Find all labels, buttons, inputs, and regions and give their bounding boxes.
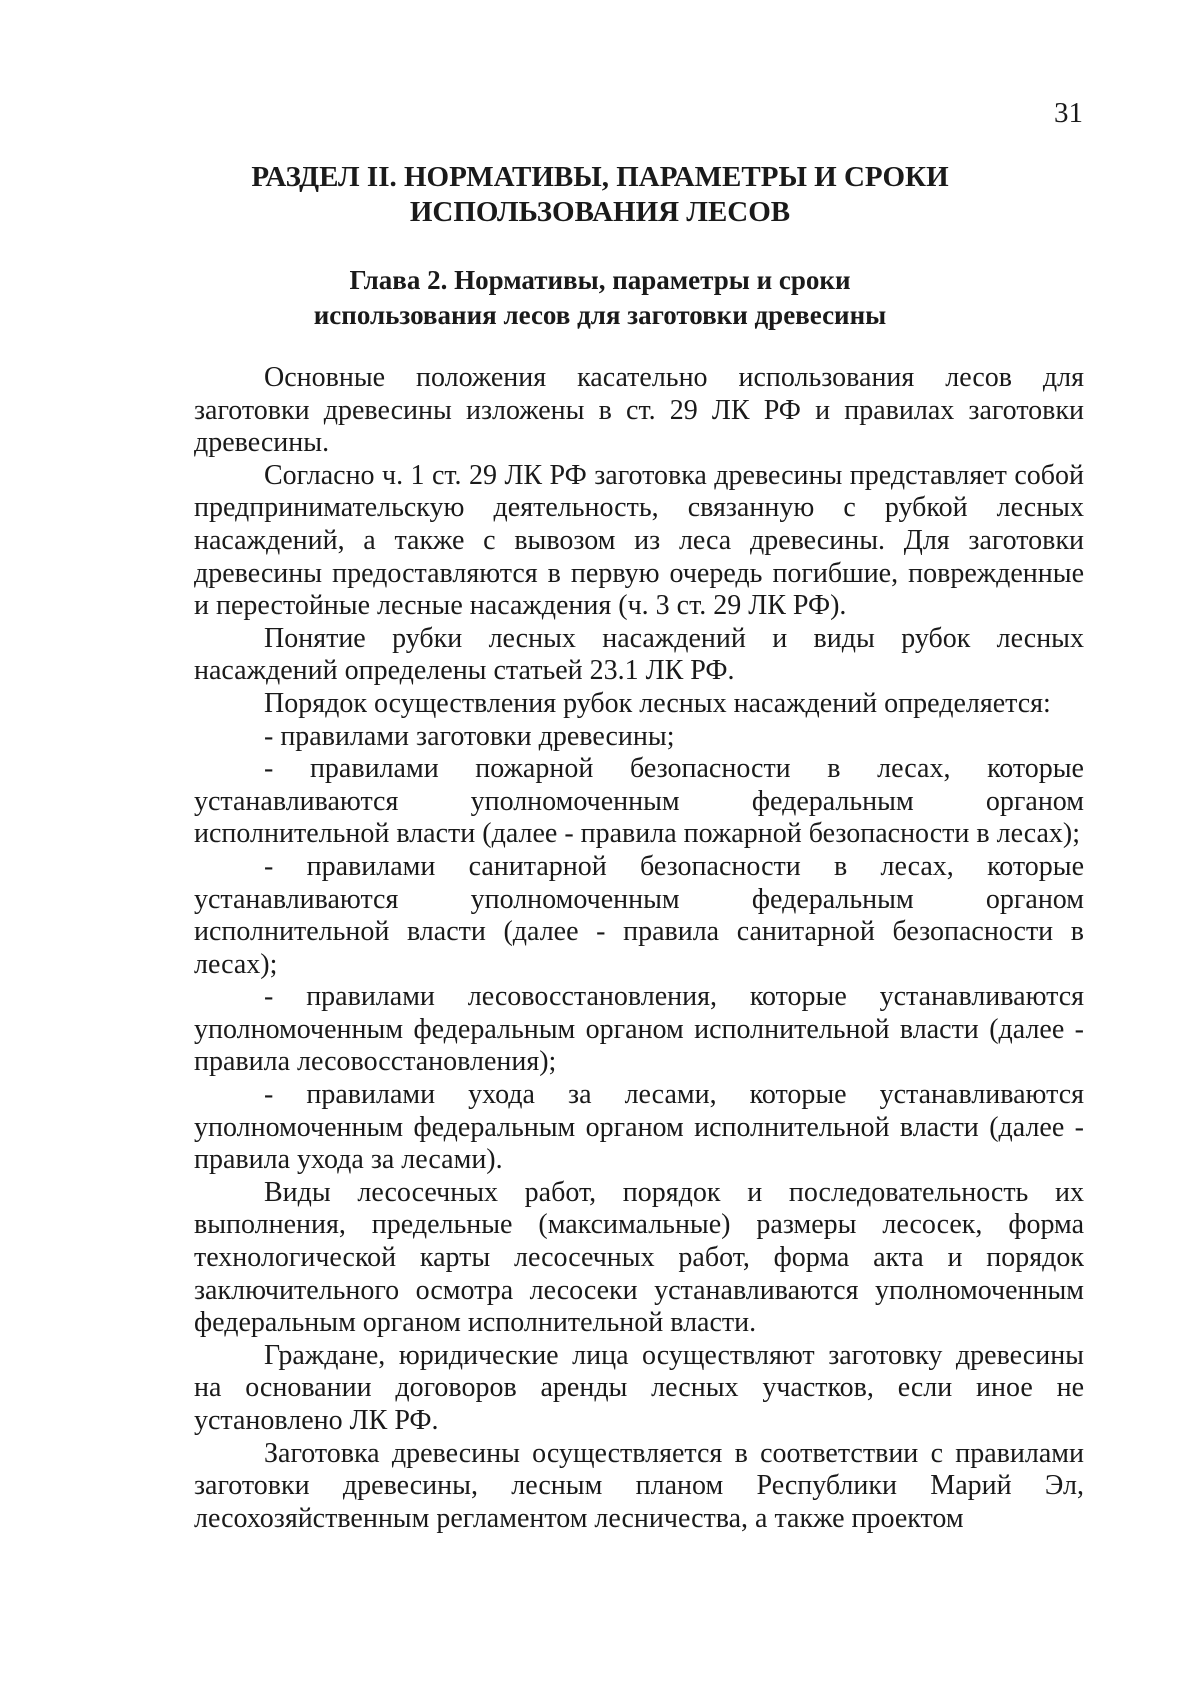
section-title-line-2: ИСПОЛЬЗОВАНИЯ ЛЕСОВ (409, 196, 791, 228)
body-text (194, 362, 1084, 1535)
paragraph: Граждане, юридические лица осуществляют заготовку древесины на основании договоров аренды лесных участков, если иное не установлено ЛК РФ. (194, 1339, 1084, 1436)
list-item: - правилами пожарной безопасности в лесах, которые устанавливаются уполномоченным федеральным органом исполнительной власти (далее - правила пожарной безопасности в лесах); (194, 753, 1084, 850)
paragraph: Основные положения касательно использования лесов для заготовки древесины изложены в ст. 29 ЛК РФ и правилах заготовки древесины. (194, 362, 1084, 459)
list-item: - правилами ухода за лесами, которые устанавливаются уполномоченным федеральным органом исполнительной власти (далее - правила ухода за лесами). (194, 1079, 1084, 1176)
list-item: - правилами санитарной безопасности в лесах, которые устанавливаются уполномоченным федеральным органом исполнительной власти (далее - правила санитарной безопасности в лесах); (194, 850, 1084, 980)
paragraph: Заготовка древесины осуществляется в соответствии с правилами заготовки древесины, лесным планом Республики Марий Эл, лесохозяйственным регламентом лесничества, а также проектом (194, 1437, 1084, 1534)
page-number: 31 (1054, 97, 1083, 129)
list-item: - правилами лесовосстановления, которые устанавливаются уполномоченным федеральным органом исполнительной власти (далее - правила лесовосстановления); (194, 981, 1084, 1078)
paragraph: Понятие рубки лесных насаждений и виды рубок лесных насаждений определены статьей 23.1 ЛК РФ. (194, 622, 1084, 687)
paragraph: Виды лесосечных работ, порядок и последовательность их выполнения, предельные (максимальные) размеры лесосек, форма технологической карты лесосечных работ, форма акта и порядок заключительного осмотра лесосеки устанавливаются уполномоченным федеральным органом исполнительной власти. (194, 1176, 1084, 1339)
list-item: - правилами заготовки древесины; (264, 720, 675, 752)
chapter-title-line-2: использования лесов для заготовки древесины (313, 300, 887, 330)
paragraph: Порядок осуществления рубок лесных насаждений определяется: (264, 687, 1051, 719)
chapter-title-line-1: Глава 2. Нормативы, параметры и сроки (349, 265, 851, 295)
section-title (150, 160, 1050, 230)
paragraph: Согласно ч. 1 ст. 29 ЛК РФ заготовка древесины представляет собой предпринимательскую деятельность, связанную с рубкой лесных насаждений, а также с вывозом из леса древесины. Для заготовки древесины предоставляются в первую очередь погибшие, поврежденные и перестойные лесные насаждения (ч. 3 ст. 29 ЛК РФ). (194, 459, 1084, 622)
chapter-title (150, 263, 1050, 333)
section-title-line-1: РАЗДЕЛ II. НОРМАТИВЫ, ПАРАМЕТРЫ И СРОКИ (251, 161, 949, 193)
